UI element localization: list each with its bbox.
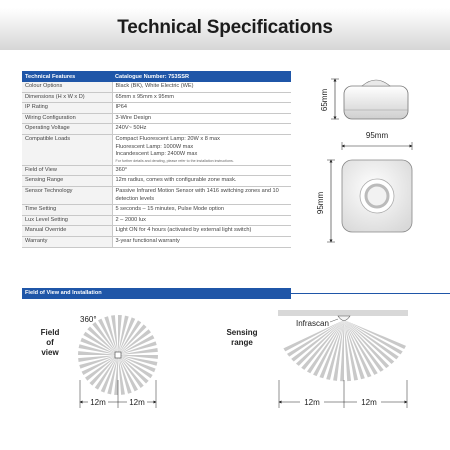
height-dim-label: 65mm [320,88,329,112]
range-ray [344,320,406,349]
fov-label-line: view [41,348,59,357]
load-line: Compact Fluorescent Lamp: 20W x 8 max [115,135,220,142]
feature-cell: Sensing Range [22,176,112,187]
value-cell: 12m radius, comes with configurable zone mask. [112,176,291,187]
value-cell: Passive Infrared Motion Sensor with 1416 switching zones and 10 detection levels [112,186,291,204]
load-line: Fluorescent Lamp: 1000W max [115,143,194,150]
fov-right-distance: 12m [129,398,145,407]
fov-angle-label: 360° [80,315,97,324]
feature-cell: Sensor Technology [22,186,112,204]
range-right-distance: 12m [361,398,377,407]
device-name-label: Infrascan [296,319,329,328]
feature-cell: Operating Voltage [22,124,112,135]
feature-cell: Manual Override [22,226,112,237]
range-label-line: range [231,338,253,347]
range-rays [283,320,406,381]
load-note: For further details and derating, please refer to the installation instructions. [115,158,234,163]
feature-cell: Colour Options [22,82,112,92]
ceiling-bar [278,310,408,316]
range-left-distance: 12m [304,398,320,407]
feature-cell: Time Setting [22,205,112,216]
width-dim-label: 95mm [365,131,389,140]
value-cell: 2 – 2000 lux [112,215,291,226]
range-ray [344,320,389,368]
fov-label-line: Field [40,328,60,337]
feature-cell: Wiring Configuration [22,113,112,124]
feature-cell: Compatible Loads [22,134,112,165]
ceiling-sensor-icon [338,316,350,321]
feature-cell: Warranty [22,236,112,247]
value-cell: 3-year functional warranty [112,236,291,247]
header-catalogue: Catalogue Number: 753SSR [112,71,291,82]
fov-label-line: of [46,338,54,347]
feature-cell: Field of View [22,165,112,176]
value-cell: 5 seconds – 15 minutes, Pulse Mode option [112,205,291,216]
value-cell: 65mm x 95mm x 95mm [112,92,291,103]
value-cell: Black (BK), White Electric (WE) [112,82,291,92]
feature-cell: Dimensions (H x W x D) [22,92,112,103]
section-band: Field of View and Installation [22,288,291,299]
value-cell: 3-Wire Design [112,113,291,124]
feature-cell: Lux Level Setting [22,215,112,226]
page-title: Technical Specifications [117,17,333,38]
value-cell: Light ON for 4 hours (activated by external light switch) [112,226,291,237]
value-cell: IP64 [112,103,291,114]
load-line: Incandescent Lamp: 2400W max [115,151,198,158]
value-cell: 360° [112,165,291,176]
depth-dim-label: 95mm [316,191,325,215]
range-label-line: Sensing [226,328,258,337]
feature-cell: IP Rating [22,103,112,114]
fov-left-distance: 12m [90,398,106,407]
value-cell: 240V~ 50Hz [112,124,291,135]
header-features: Technical Features [22,71,112,82]
